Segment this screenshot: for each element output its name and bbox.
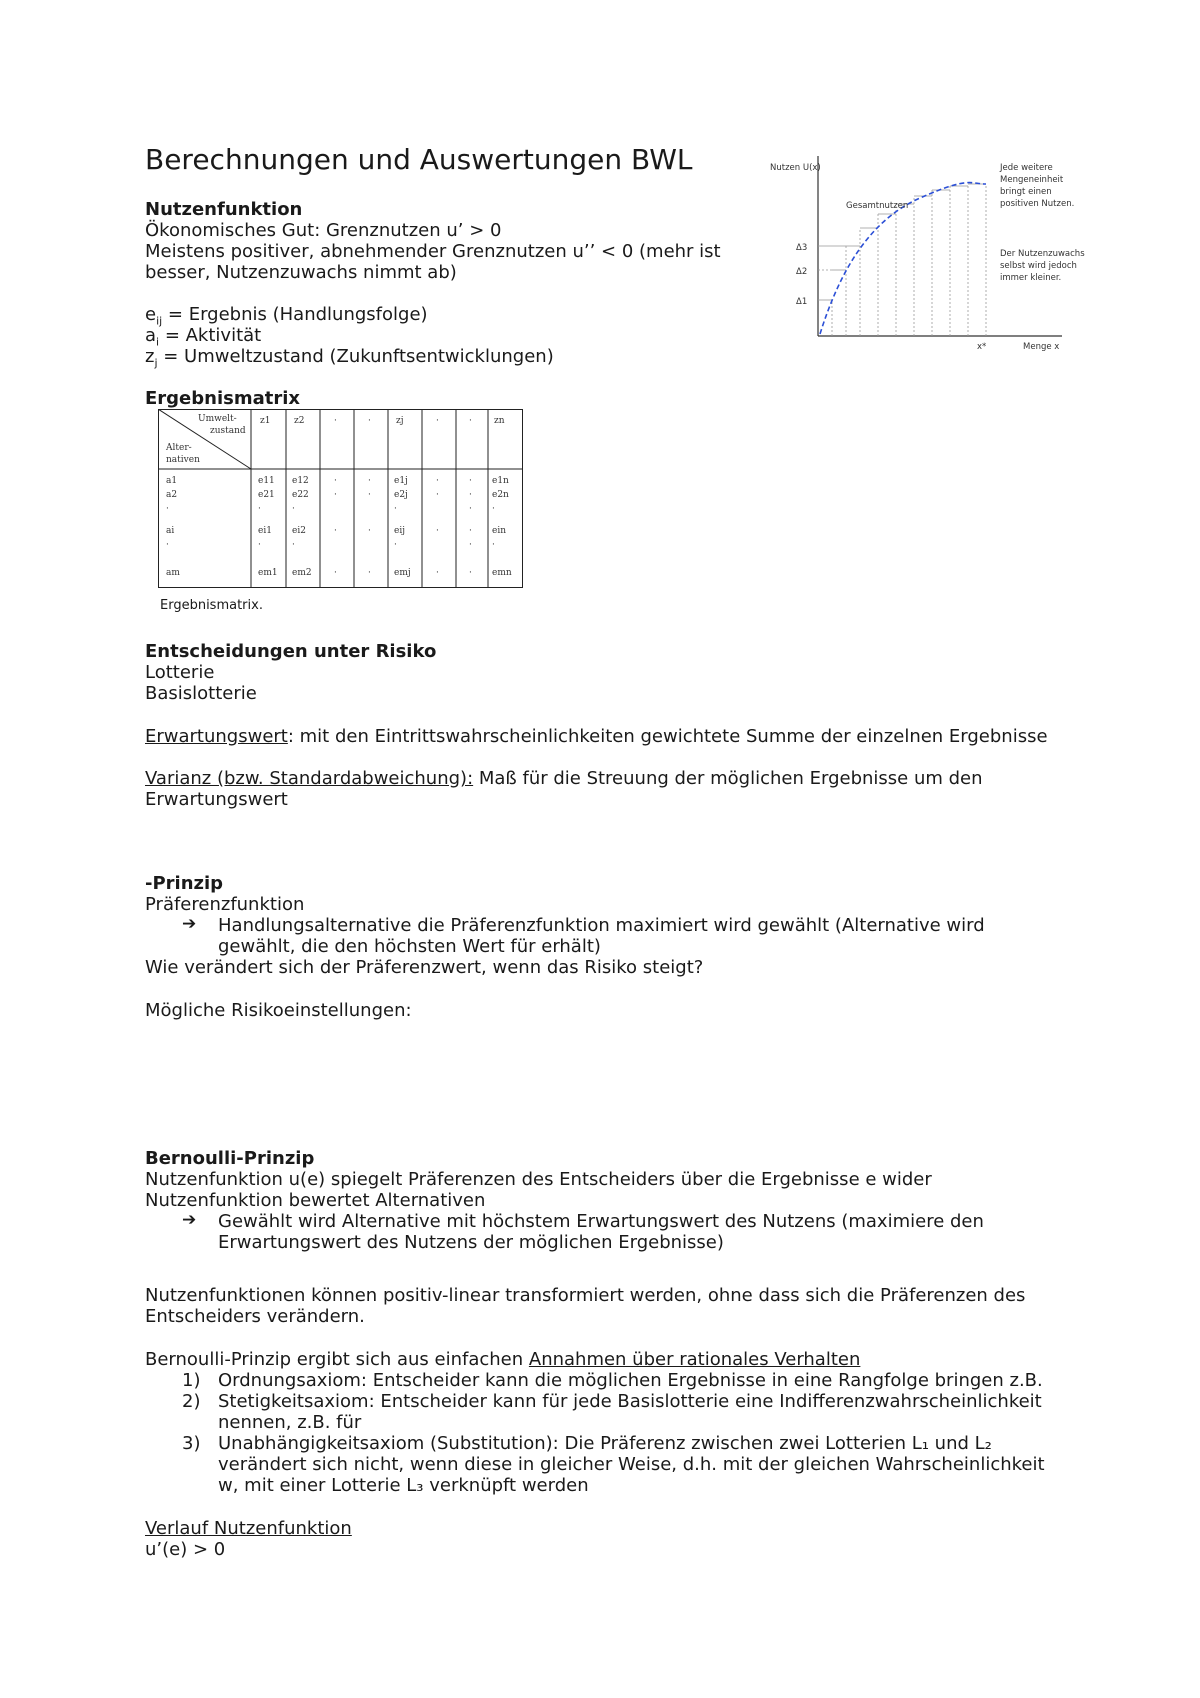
axiome-intro-text: Bernoulli-Prinzip ergibt sich aus einfachen	[145, 1349, 529, 1370]
corner-top-2: zustand	[210, 426, 246, 436]
prinzip-bullet-line-2: gewählt, die den höchsten Wert für erhält)	[218, 936, 601, 957]
axiom-3-text-line-1: Unabhängigkeitsaxiom (Substitution): Die Präferenz zwischen zwei Lotterien L₁ und L₂	[218, 1433, 992, 1454]
axiom-2-text-line-2: nennen, z.B. für	[218, 1412, 362, 1433]
axiom-2-text-line-1: Stetigkeitsaxiom: Entscheider kann für jede Basislotterie eine Indifferenzwahrscheinlichkeit	[218, 1391, 1042, 1412]
matrix-row-label: a1	[166, 476, 178, 486]
matrix-cell: ·	[436, 490, 439, 500]
note-1-line-3: bringt einen	[1000, 187, 1052, 197]
risikoeinstellungen-line: Mögliche Risikoeinstellungen:	[145, 1000, 412, 1021]
erwartungswert-line	[145, 726, 1048, 747]
col-header: ·	[436, 416, 439, 426]
matrix-cell: em1	[258, 568, 278, 578]
matrix-cell: ·	[368, 526, 371, 536]
a-definition: = Aktivität	[159, 325, 262, 346]
matrix-cell: ·	[334, 490, 337, 500]
col-header: zn	[494, 416, 505, 426]
matrix-cell: ei1	[258, 526, 272, 536]
varianz-text: Maß für die Streuung der möglichen Ergebnisse um den	[473, 768, 983, 789]
col-header: z1	[260, 416, 271, 426]
y-axis-label: Nutzen U(x)	[770, 163, 821, 173]
axiome-intro-underlined: Annahmen über rationales Verhalten	[528, 1349, 861, 1370]
matrix-cell: ·	[469, 526, 472, 536]
utility-curve-figure	[760, 150, 1100, 360]
nutzen-line-1: Ökonomisches Gut: Grenznutzen u’ > 0	[145, 220, 502, 241]
matrix-cell: ·	[368, 568, 371, 578]
varianz-line	[145, 768, 983, 789]
varianz-line-2: Erwartungswert	[145, 789, 288, 810]
delta-2-label: Δ2	[796, 267, 808, 277]
col-header: ·	[334, 416, 337, 426]
matrix-cell: e21	[258, 490, 275, 500]
axiome-intro-line	[145, 1349, 860, 1370]
matrix-cell: e22	[292, 490, 309, 500]
matrix-cell: ·	[469, 540, 472, 550]
note-1-line-2: Mengeneinheit	[1000, 175, 1064, 185]
axiom-1-text: Ordnungsaxiom: Entscheider kann die möglichen Ergebnisse in eine Rangfolge bringen z.B.	[218, 1370, 1043, 1391]
matrix-cell: emn	[492, 568, 512, 578]
bernoulli-bullet-line-1: Gewählt wird Alternative mit höchstem Erwartungswert des Nutzens (maximiere den	[218, 1211, 984, 1232]
matrix-cell: ·	[394, 540, 397, 550]
matrix-cell: ·	[368, 490, 371, 500]
matrix-cell: e1n	[492, 476, 509, 486]
matrix-cell: ·	[492, 504, 495, 514]
arrow-bullet-icon: ➔	[182, 1210, 197, 1230]
matrix-cell: e2n	[492, 490, 509, 500]
praeferenzwert-question: Wie verändert sich der Präferenzwert, wenn das Risiko steigt?	[145, 957, 704, 978]
col-header: zj	[396, 416, 404, 426]
definition-z	[145, 346, 554, 370]
transform-line-1: Nutzenfunktionen können positiv-linear transformiert werden, ohne dass sich die Präferenzen des	[145, 1285, 1026, 1306]
ergebnismatrix-heading: Ergebnismatrix	[145, 388, 301, 409]
prinzip-bullet-line-1: Handlungsalternative die Präferenzfunktion maximiert wird gewählt (Alternative wird	[218, 915, 985, 936]
basislotterie-line: Basislotterie	[145, 683, 257, 704]
matrix-cell: ·	[334, 568, 337, 578]
matrix-cell: ·	[394, 504, 397, 514]
a-subscript: i	[156, 335, 160, 349]
matrix-cell: ·	[258, 540, 261, 550]
result-matrix-figure	[158, 409, 524, 619]
definition-a	[145, 325, 262, 349]
matrix-cell: ·	[436, 526, 439, 536]
matrix-cell: e2j	[394, 490, 408, 500]
matrix-cell: ei2	[292, 526, 306, 536]
nutzen-line-2: Meistens positiver, abnehmender Grenznutzen u’’ < 0 (mehr ist	[145, 241, 721, 262]
e-definition: = Ergebnis (Handlungsfolge)	[162, 304, 428, 325]
matrix-cell: ·	[258, 504, 261, 514]
col-header: z2	[294, 416, 305, 426]
bernoulli-bullet-line-2: Erwartungswert des Nutzens der möglichen Ergebnisse)	[218, 1232, 724, 1253]
note-1-line-1: Jede weitere	[1000, 163, 1053, 173]
axiom-3-text-line-3: w, mit einer Lotterie L₃ verknüpft werden	[218, 1475, 589, 1496]
x-star-label: x*	[977, 342, 987, 352]
erwartungswert-text: : mit den Eintrittswahrscheinlichkeiten gewichtete Summe der einzelnen Ergebnisse	[287, 726, 1048, 747]
matrix-cell: ·	[436, 476, 439, 486]
z-symbol: z	[145, 346, 155, 367]
arrow-bullet-icon: ➔	[182, 914, 197, 934]
e-subscript: ij	[156, 314, 163, 328]
definition-e	[145, 304, 428, 328]
lotterie-line: Lotterie	[145, 662, 215, 683]
bernoulli-line-2: Nutzenfunktion bewertet Alternativen	[145, 1190, 486, 1211]
z-definition: = Umweltzustand (Zukunftsentwicklungen)	[157, 346, 554, 367]
curve-label: Gesamtnutzen	[846, 201, 909, 211]
matrix-cell: ·	[334, 476, 337, 486]
matrix-cell: e1j	[394, 476, 408, 486]
matrix-row-label: ·	[166, 540, 169, 550]
axiom-1-number: 1)	[182, 1370, 201, 1391]
matrix-cell: ·	[292, 504, 295, 514]
matrix-rows	[166, 476, 512, 578]
matrix-cell: em2	[292, 568, 312, 578]
axiom-2-number: 2)	[182, 1391, 201, 1412]
axiom-3-text-line-2: verändert sich nicht, wenn diese in gleicher Weise, d.h. mit der gleichen Wahrscheinlichkeit	[218, 1454, 1045, 1475]
transform-line-2: Entscheiders verändern.	[145, 1306, 365, 1327]
note-2-line-2: selbst wird jedoch	[1000, 261, 1077, 271]
matrix-cell: ·	[334, 526, 337, 536]
verlauf-heading: Verlauf Nutzenfunktion	[145, 1518, 352, 1539]
note-2-line-1: Der Nutzenzuwachs	[1000, 249, 1085, 259]
matrix-cell: ·	[469, 504, 472, 514]
matrix-cell: ·	[492, 540, 495, 550]
corner-top-1: Umwelt-	[198, 414, 237, 424]
note-1-line-4: positiven Nutzen.	[1000, 199, 1075, 209]
matrix-column-headers	[260, 416, 505, 426]
matrix-cell: ·	[368, 476, 371, 486]
matrix-cell: ·	[469, 490, 472, 500]
matrix-cell: ·	[436, 568, 439, 578]
corner-bottom-1: Alter-	[166, 443, 192, 453]
matrix-cell: e11	[258, 476, 275, 486]
col-header: ·	[368, 416, 371, 426]
matrix-row-label: a2	[166, 490, 178, 500]
matrix-cell: e12	[292, 476, 309, 486]
erwartungswert-term: Erwartungswert	[145, 726, 288, 747]
a-symbol: a	[145, 325, 157, 346]
matrix-cell: emj	[394, 568, 411, 578]
col-header: ·	[469, 416, 472, 426]
prinzip-heading: -Prinzip	[145, 873, 224, 894]
delta-1-label: Δ1	[796, 297, 808, 307]
bernoulli-heading: Bernoulli-Prinzip	[145, 1148, 315, 1169]
varianz-term: Varianz (bzw. Standardabweichung):	[145, 768, 474, 789]
verlauf-line: u’(e) > 0	[145, 1539, 226, 1560]
e-symbol: e	[145, 304, 157, 325]
z-subscript: j	[154, 356, 158, 370]
matrix-cell: eij	[394, 526, 405, 536]
risiko-heading: Entscheidungen unter Risiko	[145, 641, 437, 662]
note-2-line-3: immer kleiner.	[1000, 273, 1062, 283]
matrix-row-label: am	[166, 568, 180, 578]
x-axis-label: Menge x	[1023, 342, 1060, 352]
corner-bottom-2: nativen	[166, 455, 200, 465]
matrix-cell: ·	[292, 540, 295, 550]
page-title: Berechnungen und Auswertungen BWL	[145, 143, 693, 176]
matrix-caption: Ergebnismatrix.	[160, 598, 263, 613]
bernoulli-line-1: Nutzenfunktion u(e) spiegelt Präferenzen des Entscheiders über die Ergebnisse e wider	[145, 1169, 932, 1190]
matrix-cell: ·	[469, 568, 472, 578]
matrix-row-label: ai	[166, 526, 175, 536]
nutzen-line-3: besser, Nutzenzuwachs nimmt ab)	[145, 262, 457, 283]
matrix-cell: ·	[469, 476, 472, 486]
matrix-row-label: ·	[166, 504, 169, 514]
matrix-cell: ein	[492, 526, 507, 536]
praeferenzfunktion-line: Präferenzfunktion	[145, 894, 305, 915]
nutzenfunktion-heading: Nutzenfunktion	[145, 199, 303, 220]
delta-3-label: Δ3	[796, 243, 808, 253]
axiom-3-number: 3)	[182, 1433, 201, 1454]
